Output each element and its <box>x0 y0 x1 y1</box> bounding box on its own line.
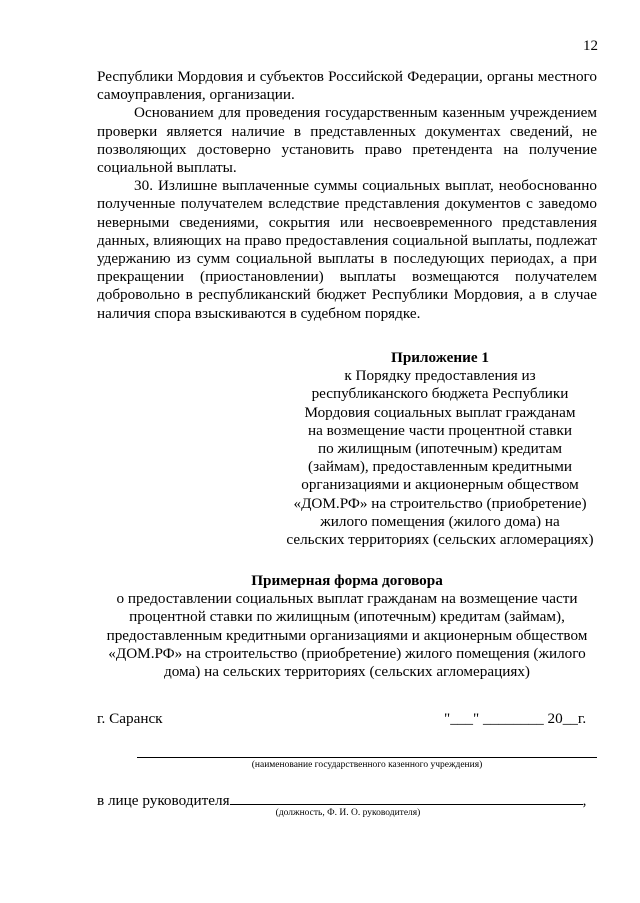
appendix-line: на возмещение части процентной ставки <box>308 421 572 439</box>
trailing-comma: , <box>582 792 587 809</box>
paragraph-1: Республики Мордовия и субъектов Российской Федерации, органы местного самоуправления, организации. <box>97 68 597 104</box>
paragraph-2: Основанием для проведения государственным казенным учреждением проверки является наличие в представленных документах сведений, не позволяющих достоверно установить право претендента на получение социальной выплаты. <box>97 104 597 177</box>
form-subtitle-line: «ДОМ.РФ» на строительство (приобретение) жилого помещения (жилого <box>108 644 586 662</box>
appendix-title: Приложение 1 <box>391 349 489 366</box>
appendix-line: республиканского бюджета Республики <box>311 385 569 403</box>
head-name-line <box>230 790 583 805</box>
appendix-line: сельских территориях (сельских агломерациях) <box>286 531 594 549</box>
page-number: 12 <box>583 38 598 54</box>
body-text <box>97 68 597 323</box>
form-title: Примерная форма договора <box>251 572 443 589</box>
represented-by-label: в лице руководителя <box>97 792 230 809</box>
form-heading-block <box>97 572 597 681</box>
form-subtitle-line: процентной ставки по жилищным (ипотечным) кредитам (займам), <box>129 608 565 626</box>
contract-date-placeholder: "___" ________ 20__г. <box>444 710 587 727</box>
institution-name-caption: (наименование государственного казенного учреждения) <box>251 760 483 770</box>
appendix-line: «ДОМ.РФ» на строительство (приобретение) <box>293 494 587 512</box>
appendix-line: организациями и акционерным обществом <box>301 476 579 494</box>
institution-name-line <box>137 757 597 758</box>
form-subtitle-line: о предоставлении социальных выплат гражданам на возмещение части <box>116 590 578 608</box>
appendix-line: (займам), предоставленным кредитными <box>308 458 572 476</box>
form-subtitle-line: дома) на сельских территориях (сельских агломерациях) <box>164 663 530 681</box>
represented-by-row <box>97 790 586 810</box>
appendix-line: по жилищным (ипотечным) кредитам <box>318 440 562 458</box>
appendix-line: к Порядку предоставления из <box>344 367 536 385</box>
paragraph-3: 30. Излишне выплаченные суммы социальных выплат, необоснованно полученные получателем вследствие представления документов с заведомо неверными сведениями, сокрытия или несвоевременного представления данных, влияющих на право предоставления социальной выплаты, подлежат удержанию из сумм социальной выплаты в последующих периодах, а при прекращении (приостановлении) выплаты возмещаются получателем добровольно в республиканский бюджет Республики Мордовия, а в случае наличия спора взыскиваются в судебном порядке. <box>97 177 597 322</box>
contract-city: г. Саранск <box>97 710 163 727</box>
appendix-line: жилого помещения (жилого дома) на <box>320 512 560 530</box>
position-caption: (должность, Ф. И. О. руководителя) <box>275 808 421 818</box>
appendix-line: Мордовия социальных выплат гражданам <box>304 403 576 421</box>
form-subtitle-line: предоставленным кредитными организациями и акционерным обществом <box>106 626 588 644</box>
appendix-block <box>282 349 598 549</box>
